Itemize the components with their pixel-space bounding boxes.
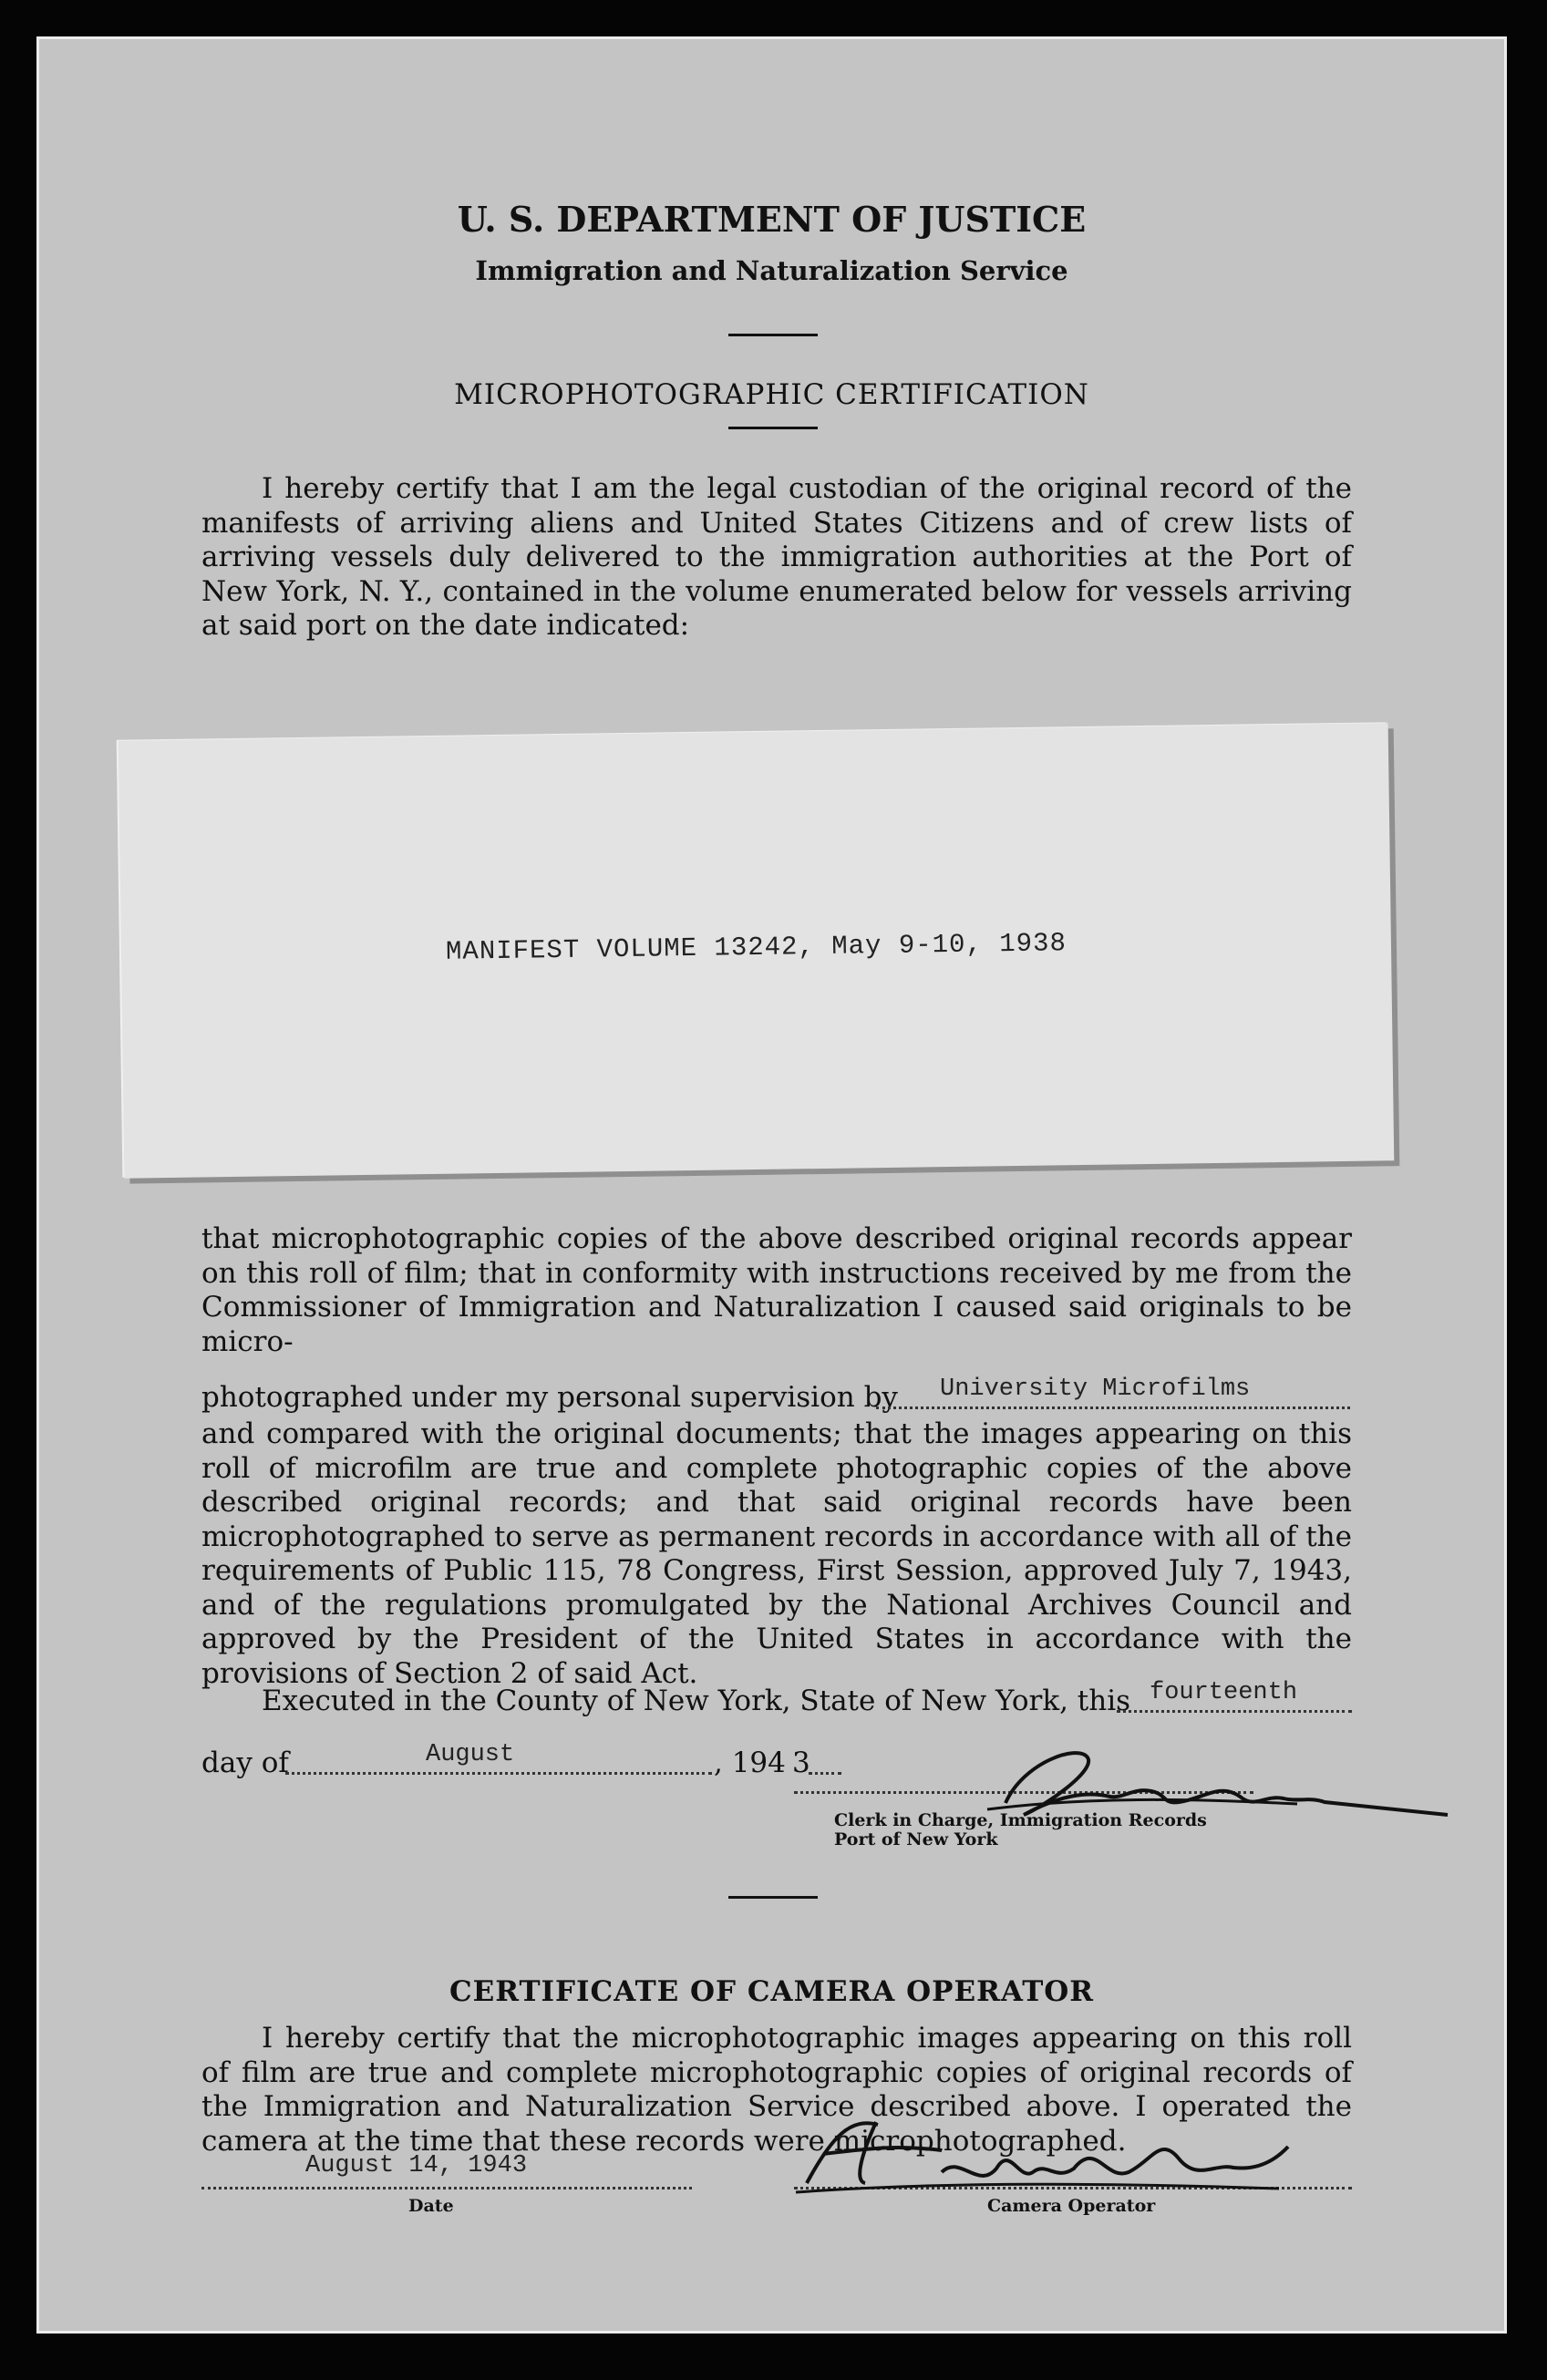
divider — [728, 427, 818, 429]
certification-title: MICROPHOTOGRAPHIC CERTIFICATION — [454, 378, 1089, 411]
date-label: Date — [408, 2196, 454, 2216]
dotted-line — [809, 1772, 841, 1775]
service-subheading: Immigration and Naturalization Service — [475, 255, 1068, 286]
body-paragraph-part2: and compared with the original documents; that the images appearing on this roll of microfilm are true and complete photographic copies of the above described original records; and that said original records have been microphotographed to serve as permanent records in accordance with all of the requirements of Public 115, 78 Congress, First Session, approved July 7, 1943, and of the regulations promulgated by the National Archives Council and approved by the President of the United States in accordance with the provisions of Section 2 of said Act. — [201, 1417, 1352, 1690]
day-of-label: day of — [201, 1746, 289, 1779]
dotted-line — [285, 1772, 712, 1775]
department-heading: U. S. DEPARTMENT OF JUSTICE — [457, 199, 1087, 240]
certificate-page — [36, 36, 1507, 2334]
year-prefix: , 194 — [714, 1746, 786, 1779]
execution-prefix: Executed in the County of New York, State of New York, this — [262, 1685, 1131, 1717]
date-line — [201, 1741, 894, 1783]
supervision-line — [201, 1375, 1352, 1417]
operator-label: Camera Operator — [987, 2196, 1156, 2216]
supervision-prefix: photographed under my personal supervision by — [201, 1381, 898, 1414]
divider — [728, 334, 818, 336]
volume-card — [119, 723, 1395, 1178]
photographer-name: University Microfilms — [940, 1375, 1251, 1403]
year-digit: 3 — [792, 1746, 810, 1779]
execution-day: fourteenth — [1150, 1679, 1298, 1706]
clerk-title-line1: Clerk in Charge, Immigration Records — [834, 1810, 1207, 1830]
divider — [728, 1896, 818, 1899]
body-paragraph-part1: that microphotographic copies of the above described original records appear on this roll of film; that in conformity with instructions received by me from the Commissioner of Immigration and Naturalization I caused said originals to be micro- — [201, 1222, 1352, 1358]
certificate-date: August 14, 1943 — [305, 2152, 528, 2179]
dotted-line — [876, 1406, 1350, 1409]
execution-month: August — [426, 1741, 515, 1768]
manifest-volume: MANIFEST VOLUME 13242, May 9-10, 1938 — [445, 928, 1067, 967]
clerk-title — [834, 1811, 1207, 1849]
date-signature-line — [201, 2187, 692, 2189]
camera-certificate-text: I hereby certify that the microphotographic images appearing on this roll of film are true and complete microphotographic copies of original records of the Immigration and Naturalization Service described above. I operated the camera at the time that these records were microphotographed. — [201, 2022, 1352, 2158]
clerk-title-line2: Port of New York — [834, 1829, 998, 1849]
camera-certificate-title: CERTIFICATE OF CAMERA OPERATOR — [449, 1975, 1095, 2008]
intro-paragraph: I hereby certify that I am the legal custodian of the original record of the manifests of arriving aliens and United States Citizens and of crew lists of arriving vessels duly delivered to the immigration authorities at the Port of New York, N. Y., contained in the volume enumerated below for vessels arriving at said port on the date indicated: — [201, 472, 1352, 642]
